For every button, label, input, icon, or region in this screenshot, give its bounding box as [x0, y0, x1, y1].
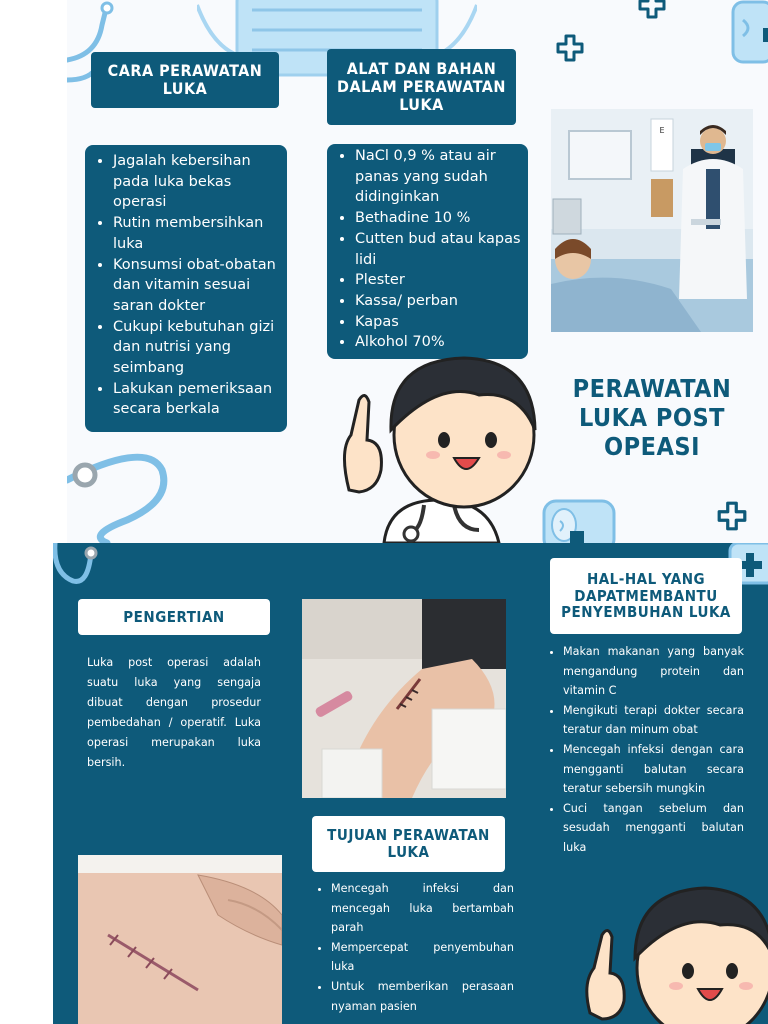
- healing-item: • Mencegah infeksi dengan cara mengganti balutan secara teratur sebersih mungkin: [563, 740, 744, 799]
- wound-knee-photo: [302, 599, 506, 798]
- tools-item: • Kapas: [355, 312, 528, 333]
- tools-item: • Kassa/ perban: [355, 291, 528, 312]
- care-item: • Cukupi kebutuhan gizi dan nutrisi yang seimbang: [113, 317, 281, 379]
- doctor-mascot-icon: [580, 873, 768, 1024]
- hospital-doctor-patient-photo: [551, 109, 753, 332]
- healing-item: • Mengikuti terapi dokter secara teratur dan minum obat: [563, 701, 744, 740]
- tools-item: • NaCl 0,9 % atau air panas yang sudah didinginkan: [355, 146, 528, 208]
- care-item: • Konsumsi obat-obatan dan vitamin sesuai saran dokter: [113, 255, 281, 317]
- bandage-roll-icon: [542, 495, 617, 543]
- plus-cross-icon: [637, 0, 667, 20]
- healing-heading: HAL-HAL YANG DAPATMEMBANTU PENYEMBUHAN LUKA: [550, 558, 742, 634]
- care-list-card: [85, 145, 287, 432]
- care-item: • Jagalah kebersihan pada luka bekas operasi: [113, 151, 281, 213]
- care-item: • Lakukan pemeriksaan secara berkala: [113, 379, 281, 420]
- care-heading: CARA PERAWATAN LUKA: [91, 52, 279, 108]
- surgical-scar-photo: [78, 855, 282, 1024]
- stethoscope-icon: [53, 543, 103, 588]
- tools-item: • Alkohol 70%: [355, 332, 528, 353]
- care-item: • Rutin membersihkan luka: [113, 213, 281, 254]
- healing-list: [547, 642, 744, 858]
- stethoscope-icon: [67, 420, 177, 543]
- plus-cross-icon: [555, 33, 585, 63]
- healing-item: • Cuci tangan sebelum dan sesudah mengganti balutan luka: [563, 799, 744, 858]
- goals-list: [315, 879, 514, 1016]
- goals-item: • Mempercepat penyembuhan luka: [331, 938, 514, 977]
- goals-item: • Untuk memberikan perasaan nyaman pasien: [331, 977, 514, 1016]
- tools-list-card: [327, 144, 528, 359]
- tools-item: • Cutten bud atau kapas lidi: [355, 229, 528, 270]
- goals-item: • Mencegah infeksi dan mencegah luka bertambah parah: [331, 879, 514, 938]
- top-panel: [67, 0, 768, 543]
- doctor-mascot-icon: [329, 340, 539, 543]
- goals-heading: TUJUAN PERAWATAN LUKA: [312, 816, 505, 872]
- definition-heading: PENGERTIAN: [78, 599, 270, 635]
- plus-cross-icon: [716, 500, 748, 532]
- svg-text:E: E: [659, 126, 665, 135]
- bandage-roll-icon: [731, 0, 768, 70]
- definition-text: Luka post operasi adalah suatu luka yang sengaja dibuat dengan prosedur pembedahan / operatif. Luka operasi merupakan luka bersih.: [87, 656, 261, 769]
- main-title: PERAWATAN LUKA POST OPEASI: [572, 374, 732, 461]
- tools-item: • Bethadine 10 %: [355, 208, 528, 229]
- tools-heading: ALAT DAN BAHAN DALAM PERAWATAN LUKA: [327, 49, 516, 125]
- bottom-panel: [53, 543, 768, 1024]
- healing-item: • Makan makanan yang banyak mengandung protein dan vitamin C: [563, 642, 744, 701]
- tools-item: • Plester: [355, 270, 528, 291]
